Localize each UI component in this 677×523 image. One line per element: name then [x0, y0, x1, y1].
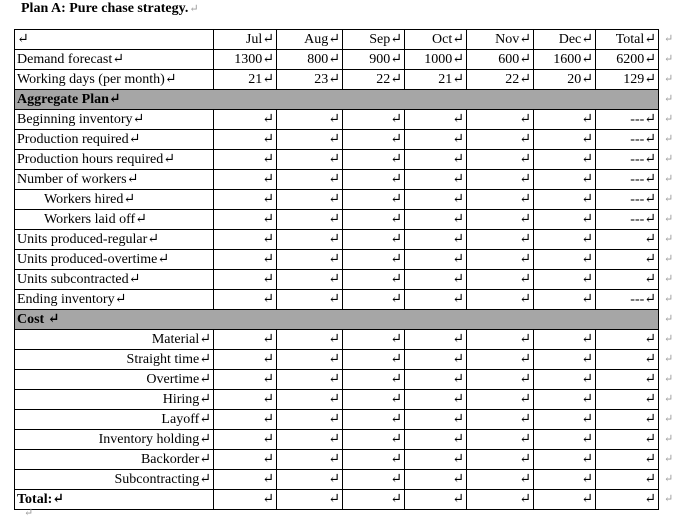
cost-row	[15, 430, 659, 450]
row-end-mark: ↵	[664, 272, 674, 285]
working-days-row-value: 23↵	[277, 70, 343, 90]
empty-cell: ↵	[405, 450, 467, 470]
empty-cell: ↵	[277, 410, 343, 430]
empty-cell: ↵	[277, 430, 343, 450]
empty-cell: ↵	[214, 130, 277, 150]
empty-cell: ↵	[467, 230, 534, 250]
empty-cell: ↵	[214, 490, 277, 510]
aggregate-plan-row-label: Number of workers↵	[15, 170, 214, 190]
empty-cell: ↵	[405, 390, 467, 410]
total-cell: ---↵	[596, 210, 659, 230]
total-row-label: Total:↵	[15, 490, 214, 510]
cost-row-label: Hiring↵	[15, 390, 214, 410]
empty-cell: ↵	[343, 230, 405, 250]
aggregate-plan-row-label: Units subcontracted↵	[15, 270, 214, 290]
column-header-dec: Dec↵	[534, 30, 596, 50]
row-end-mark: ↵	[664, 32, 674, 45]
empty-cell: ↵	[214, 210, 277, 230]
empty-cell: ↵	[596, 470, 659, 490]
cost-row	[15, 350, 659, 370]
cost-heading: Cost ↵	[15, 310, 659, 330]
empty-cell: ↵	[343, 490, 405, 510]
empty-cell: ↵	[343, 110, 405, 130]
empty-cell: ↵	[277, 230, 343, 250]
row-end-mark: ↵	[664, 212, 674, 225]
total-cell: ---↵	[596, 190, 659, 210]
empty-cell: ↵	[596, 490, 659, 510]
empty-cell: ↵	[277, 370, 343, 390]
working-days-row-value: 21↵	[405, 70, 467, 90]
empty-cell: ↵	[534, 450, 596, 470]
demand-forecast-row-value: 800↵	[277, 50, 343, 70]
working-days-row-value: 22↵	[343, 70, 405, 90]
aggregate-plan-row-label: Workers laid off↵	[15, 210, 214, 230]
empty-cell: ↵	[343, 370, 405, 390]
column-header-sep: Sep↵	[343, 30, 405, 50]
aggregate-plan-row	[15, 250, 659, 270]
empty-cell: ↵	[343, 190, 405, 210]
aggregate-plan-heading-row	[15, 90, 659, 110]
empty-cell: ↵	[467, 490, 534, 510]
empty-cell: ↵	[405, 190, 467, 210]
empty-cell: ↵	[343, 450, 405, 470]
empty-cell: ↵	[277, 330, 343, 350]
empty-cell: ↵	[596, 450, 659, 470]
empty-cell: ↵	[214, 430, 277, 450]
row-end-mark: ↵	[664, 452, 674, 465]
empty-cell: ↵	[405, 110, 467, 130]
row-end-mark: ↵	[664, 292, 674, 305]
total-cell: ---↵	[596, 150, 659, 170]
cost-row	[15, 410, 659, 430]
empty-cell: ↵	[214, 190, 277, 210]
cost-row	[15, 450, 659, 470]
empty-cell: ↵	[405, 130, 467, 150]
empty-cell: ↵	[214, 250, 277, 270]
empty-cell: ↵	[534, 230, 596, 250]
row-end-mark: ↵	[664, 112, 674, 125]
column-header-aug: Aug↵	[277, 30, 343, 50]
empty-cell: ↵	[467, 110, 534, 130]
demand-forecast-row-label: Demand forecast↵	[15, 50, 214, 70]
empty-cell: ↵	[277, 170, 343, 190]
empty-cell: ↵	[596, 350, 659, 370]
empty-cell: ↵	[405, 230, 467, 250]
total-cell: ---↵	[596, 130, 659, 150]
header-corner-cell: ↵	[15, 30, 214, 50]
aggregate-plan-row-label: Units produced-overtime↵	[15, 250, 214, 270]
cost-row-label: Layoff↵	[15, 410, 214, 430]
aggregate-plan-heading: Aggregate Plan↵	[15, 90, 659, 110]
empty-cell: ↵	[467, 270, 534, 290]
row-end-mark: ↵	[664, 92, 674, 105]
total-row	[15, 490, 659, 510]
empty-cell: ↵	[277, 350, 343, 370]
empty-cell: ↵	[534, 130, 596, 150]
empty-cell: ↵	[405, 330, 467, 350]
empty-cell: ↵	[467, 410, 534, 430]
empty-cell: ↵	[467, 130, 534, 150]
page-title: Plan A: Pure chase strategy.↵	[21, 1, 199, 16]
row-end-mark: ↵	[664, 412, 674, 425]
working-days-row-value: 129↵	[596, 70, 659, 90]
empty-cell: ↵	[534, 390, 596, 410]
empty-cell: ↵	[277, 390, 343, 410]
empty-cell: ↵	[467, 470, 534, 490]
aggregate-plan-row	[15, 150, 659, 170]
empty-cell: ↵	[534, 250, 596, 270]
aggregate-plan-row	[15, 230, 659, 250]
cost-row-label: Backorder↵	[15, 450, 214, 470]
total-cell: ↵	[596, 250, 659, 270]
cost-heading-row	[15, 310, 659, 330]
row-end-mark: ↵	[664, 72, 674, 85]
empty-cell: ↵	[214, 370, 277, 390]
empty-cell: ↵	[343, 150, 405, 170]
empty-cell: ↵	[343, 330, 405, 350]
empty-cell: ↵	[343, 470, 405, 490]
empty-cell: ↵	[467, 450, 534, 470]
empty-cell: ↵	[467, 290, 534, 310]
empty-cell: ↵	[214, 450, 277, 470]
empty-cell: ↵	[405, 470, 467, 490]
total-cell: ---↵	[596, 110, 659, 130]
empty-cell: ↵	[343, 210, 405, 230]
empty-cell: ↵	[405, 270, 467, 290]
cost-row	[15, 370, 659, 390]
empty-cell: ↵	[343, 350, 405, 370]
row-end-mark: ↵	[664, 472, 674, 485]
cost-row	[15, 470, 659, 490]
cost-row-label: Material↵	[15, 330, 214, 350]
demand-forecast-row	[15, 50, 659, 70]
empty-cell: ↵	[596, 430, 659, 450]
empty-cell: ↵	[596, 330, 659, 350]
empty-cell: ↵	[467, 210, 534, 230]
empty-cell: ↵	[343, 410, 405, 430]
empty-cell: ↵	[405, 250, 467, 270]
empty-cell: ↵	[277, 110, 343, 130]
column-header-total: Total↵	[596, 30, 659, 50]
column-header-oct: Oct↵	[405, 30, 467, 50]
row-end-mark: ↵	[664, 492, 674, 505]
aggregate-plan-row	[15, 210, 659, 230]
empty-cell: ↵	[277, 490, 343, 510]
aggregate-plan-row-label: Units produced-regular↵	[15, 230, 214, 250]
empty-cell: ↵	[277, 450, 343, 470]
aggregate-plan-row	[15, 290, 659, 310]
empty-cell: ↵	[343, 250, 405, 270]
empty-cell: ↵	[534, 150, 596, 170]
empty-cell: ↵	[405, 210, 467, 230]
empty-cell: ↵	[343, 170, 405, 190]
row-end-mark: ↵	[664, 232, 674, 245]
aggregate-plan-row	[15, 270, 659, 290]
aggregate-plan-row-label: Production required↵	[15, 130, 214, 150]
row-end-mark: ↵	[664, 52, 674, 65]
row-end-mark: ↵	[664, 332, 674, 345]
empty-cell: ↵	[596, 390, 659, 410]
empty-cell: ↵	[534, 470, 596, 490]
demand-forecast-row-value: 1300↵	[214, 50, 277, 70]
working-days-row-value: 22↵	[467, 70, 534, 90]
empty-cell: ↵	[405, 290, 467, 310]
empty-cell: ↵	[596, 370, 659, 390]
header-row	[15, 30, 659, 50]
total-cell: ---↵	[596, 170, 659, 190]
empty-cell: ↵	[343, 270, 405, 290]
empty-cell: ↵	[277, 210, 343, 230]
empty-cell: ↵	[214, 170, 277, 190]
cost-row-label: Overtime↵	[15, 370, 214, 390]
working-days-row-label: Working days (per month)↵	[15, 70, 214, 90]
empty-cell: ↵	[277, 270, 343, 290]
column-header-jul: Jul↵	[214, 30, 277, 50]
empty-cell: ↵	[277, 250, 343, 270]
demand-forecast-row-value: 1600↵	[534, 50, 596, 70]
empty-cell: ↵	[405, 370, 467, 390]
empty-cell: ↵	[534, 290, 596, 310]
total-cell: ---↵	[596, 290, 659, 310]
aggregate-plan-table	[14, 29, 659, 510]
empty-cell: ↵	[534, 210, 596, 230]
demand-forecast-row-value: 1000↵	[405, 50, 467, 70]
empty-cell: ↵	[467, 330, 534, 350]
empty-cell: ↵	[467, 170, 534, 190]
empty-cell: ↵	[467, 430, 534, 450]
cost-row	[15, 330, 659, 350]
empty-cell: ↵	[534, 370, 596, 390]
row-end-mark: ↵	[664, 312, 674, 325]
empty-cell: ↵	[467, 190, 534, 210]
row-end-mark: ↵	[664, 432, 674, 445]
empty-cell: ↵	[277, 290, 343, 310]
empty-cell: ↵	[467, 370, 534, 390]
empty-cell: ↵	[214, 350, 277, 370]
working-days-row-value: 20↵	[534, 70, 596, 90]
row-end-mark: ↵	[664, 372, 674, 385]
empty-cell: ↵	[405, 430, 467, 450]
row-end-mark: ↵	[664, 152, 674, 165]
empty-cell: ↵	[596, 410, 659, 430]
empty-cell: ↵	[405, 410, 467, 430]
empty-cell: ↵	[467, 350, 534, 370]
row-end-mark: ↵	[664, 192, 674, 205]
row-end-mark: ↵	[664, 172, 674, 185]
empty-cell: ↵	[534, 350, 596, 370]
empty-cell: ↵	[405, 150, 467, 170]
row-end-mark: ↵	[664, 392, 674, 405]
aggregate-plan-row-label: Production hours required↵	[15, 150, 214, 170]
empty-cell: ↵	[277, 150, 343, 170]
aggregate-plan-row	[15, 170, 659, 190]
empty-cell: ↵	[534, 190, 596, 210]
empty-cell: ↵	[534, 110, 596, 130]
empty-cell: ↵	[534, 410, 596, 430]
aggregate-plan-row	[15, 110, 659, 130]
empty-cell: ↵	[534, 490, 596, 510]
total-cell: ↵	[596, 270, 659, 290]
empty-cell: ↵	[405, 170, 467, 190]
cost-row-label: Subcontracting↵	[15, 470, 214, 490]
empty-cell: ↵	[277, 130, 343, 150]
working-days-row-value: 21↵	[214, 70, 277, 90]
cost-row	[15, 390, 659, 410]
cost-row-label: Straight time↵	[15, 350, 214, 370]
working-days-row	[15, 70, 659, 90]
row-end-mark: ↵	[664, 252, 674, 265]
aggregate-plan-row-label: Workers hired↵	[15, 190, 214, 210]
empty-cell: ↵	[214, 470, 277, 490]
empty-cell: ↵	[277, 190, 343, 210]
empty-cell: ↵	[214, 110, 277, 130]
empty-cell: ↵	[534, 170, 596, 190]
empty-cell: ↵	[343, 390, 405, 410]
column-header-nov: Nov↵	[467, 30, 534, 50]
empty-cell: ↵	[534, 270, 596, 290]
empty-cell: ↵	[467, 150, 534, 170]
demand-forecast-row-value: 900↵	[343, 50, 405, 70]
empty-cell: ↵	[405, 350, 467, 370]
empty-cell: ↵	[343, 290, 405, 310]
total-cell: ↵	[596, 230, 659, 250]
aggregate-plan-row-label: Beginning inventory↵	[15, 110, 214, 130]
empty-cell: ↵	[214, 270, 277, 290]
empty-cell: ↵	[534, 330, 596, 350]
empty-cell: ↵	[214, 330, 277, 350]
empty-cell: ↵	[534, 430, 596, 450]
paragraph-mark: ↵	[24, 507, 34, 519]
empty-cell: ↵	[214, 390, 277, 410]
aggregate-plan-row	[15, 190, 659, 210]
empty-cell: ↵	[467, 390, 534, 410]
empty-cell: ↵	[214, 290, 277, 310]
row-end-mark: ↵	[664, 352, 674, 365]
empty-cell: ↵	[467, 250, 534, 270]
empty-cell: ↵	[277, 470, 343, 490]
demand-forecast-row-value: 600↵	[467, 50, 534, 70]
empty-cell: ↵	[214, 230, 277, 250]
cost-row-label: Inventory holding↵	[15, 430, 214, 450]
empty-cell: ↵	[214, 410, 277, 430]
empty-cell: ↵	[405, 490, 467, 510]
aggregate-plan-row-label: Ending inventory↵	[15, 290, 214, 310]
demand-forecast-row-value: 6200↵	[596, 50, 659, 70]
row-end-mark: ↵	[664, 132, 674, 145]
empty-cell: ↵	[214, 150, 277, 170]
empty-cell: ↵	[343, 430, 405, 450]
empty-cell: ↵	[343, 130, 405, 150]
aggregate-plan-row	[15, 130, 659, 150]
